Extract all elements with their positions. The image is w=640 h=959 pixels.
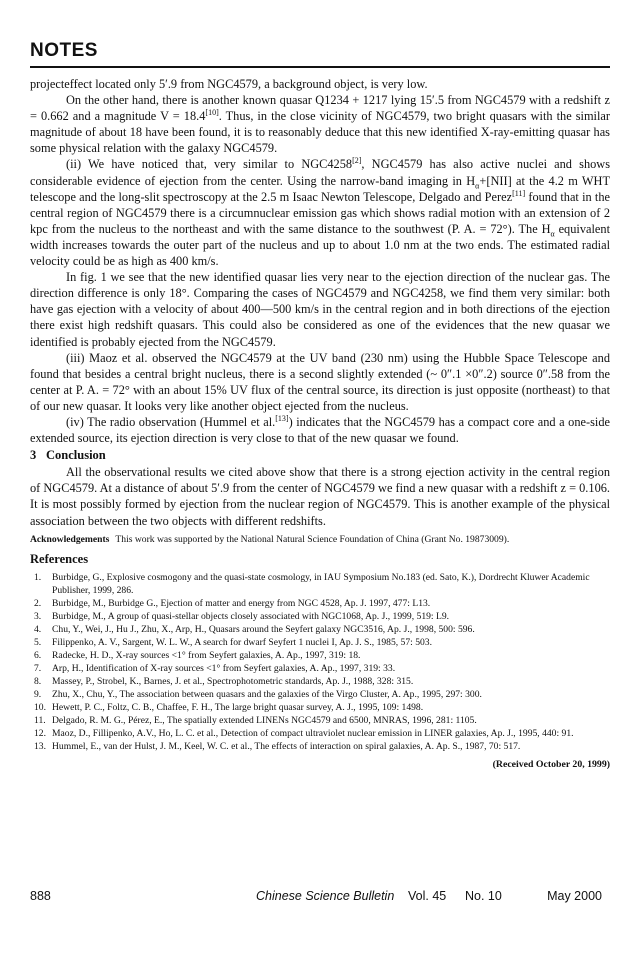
citation: [13] (275, 413, 289, 423)
reference-number: 2. (34, 597, 42, 609)
paragraph (30, 92, 610, 156)
reference-item (30, 610, 610, 623)
reference-number: 13. (34, 740, 46, 752)
reference-item (30, 727, 610, 740)
reference-item (30, 597, 610, 610)
reference-text: Delgado, R. M. G., Pérez, E., The spatially extended LINENs NGC4579 and 6500, MNRAS, 1996, 281: 1105. (52, 714, 477, 726)
text-run: On the other hand, there is another known quasar Q1234 + 1217 lying 15′.5 from NGC4579 with a redshift z = 0.662 and a magnitude V = 18.4 (30, 93, 610, 124)
reference-item (30, 623, 610, 636)
reference-text: Maoz, D., Fillipenko, A.V., Ho, L. C. et al., Detection of compact ultraviolet nuclear emission in LINER galaxies, Ap. J., 1995, 440: 91. (52, 727, 574, 739)
reference-item (30, 675, 610, 688)
section-label: NOTES (30, 40, 98, 61)
paragraph (30, 414, 610, 446)
publication-date: May 2000 (547, 889, 602, 903)
section-title: Conclusion (46, 448, 106, 463)
received-date: (Received October 20, 1999) (492, 758, 610, 770)
page-number: 888 (30, 889, 51, 903)
reference-number: 6. (34, 649, 42, 661)
reference-number: 4. (34, 623, 42, 635)
subscript: α (550, 229, 555, 239)
text-run: found that in the central region of NGC4579 there is a circumnuclear emission gas which shows radial motion with an extension of 2 kpc from the nucleus to the northeast and with the same distance to the southwest (P. A. = 72°). The H (30, 189, 610, 236)
reference-text: Burbidge, G., Explosive cosmogony and the quasi-state cosmology, in IAU Symposium No.183 (ed. Sato, K.), Dordrecht Kluwer Academic Publisher, 1999, 286. (52, 571, 590, 596)
paragraph: In fig. 1 we see that the new identified quasar lies very near to the ejection direction of the nuclear gas. The direction difference is only 18°. Comparing the cases of NGC4579 and NGC4258, we find them very similar: both have gas ejection with a velocity of about 400—500 km/s in the central region and in both directions of the ejection there exist high redshift quasars. This could also be considered as one of the evidences that the new quasar we identified is probably ejected from the NGC4579. (30, 270, 610, 349)
reference-item (30, 662, 610, 675)
reference-text: Radecke, H. D., X-ray sources <1° from Seyfert galaxies, A. Ap., 1997, 319: 18. (52, 649, 361, 661)
acknowledgements-label: Acknowledgements (30, 533, 110, 545)
reference-text: Filippenko, A. V., Sargent, W. L. W., A search for dwarf Seyfert 1 nuclei I, Ap. J. S., 1985, 57: 503. (52, 636, 432, 648)
reference-item (30, 571, 610, 597)
text-run: . Thus, in the close vicinity of NGC4579, two bright quasars with the similar magnitude of about 18 have been found, it is to reasonably deduce that this new identified X-ray-emitting quasar has some physical relation with the galaxy NGC4579. (30, 109, 610, 156)
paragraph (30, 156, 610, 269)
reference-number: 7. (34, 662, 42, 674)
reference-item (30, 688, 610, 701)
paragraph: All the observational results we cited above show that there is a strong ejection activity in the central region of NGC4579. At a distance of about 5′.9 from the center of NGC4579 we find a new quasar with a redshift z = 0.106. It is most possibly formed by ejection from the nuclear region of NGC4579. This is another example of the physical association between the two objects with different redshifts. (30, 465, 610, 528)
reference-text: Burbidge, M., Burbidge G., Ejection of matter and energy from NGC 4528, Ap. J. 1997, 477: L13. (52, 597, 431, 609)
reference-number: 3. (34, 610, 42, 622)
acknowledgements (30, 533, 610, 546)
text-run: equivalent width increases towards the outer part of the nucleus and up to about 1.0 nm at the two ends. The estimated radial velocity could be as high as 400 km/s. (30, 221, 610, 269)
reference-list (30, 571, 610, 753)
reference-number: 10. (34, 701, 46, 713)
paragraph: (iii) Maoz et al. observed the NGC4579 at the UV band (230 nm) using the Hubble Space Telescope and found that besides a central bright nucleus, there is a second slightly extended (~ 0″.1 ×0″.2) source 0″.58 from the center at P. A. = 72° with an about 15% UV flux of the central source, its direction is just opposite (northeast) to that of our new quasar. It looks very like another object ejected from the nucleus. (30, 350, 610, 413)
acknowledgements-text: This work was supported by the National Natural Science Foundation of China (Grant No. 19873009). (115, 533, 510, 545)
reference-number: 11. (34, 714, 46, 726)
text-run: , NGC4579 has also active nuclei and shows considerable evidence of ejection from the center. Using the narrow-band imaging in H (30, 157, 611, 188)
citation: [11] (512, 188, 526, 198)
citation: [10] (205, 108, 219, 118)
header-rule (30, 66, 610, 68)
reference-item (30, 649, 610, 662)
page-header (30, 40, 610, 62)
reference-number: 5. (34, 636, 42, 648)
reference-text: Zhu, X., Chu, Y., The association between quasars and the galaxies of the Virgo Cluster, A. Ap., 1995, 297: 300. (52, 688, 482, 700)
reference-number: 9. (34, 688, 42, 700)
reference-item (30, 701, 610, 714)
text-run: (ii) We have noticed that, very similar to NGC4258 (66, 157, 353, 172)
citation: [2] (352, 156, 362, 166)
reference-number: 8. (34, 675, 42, 687)
text-run: ) indicates that the NGC4579 has a compact core and a one-side extended source, its ejection direction is very close to that of the new quasar we found. (30, 414, 610, 446)
reference-text: Burbidge, M., A group of quasi-stellar objects closely associated with NGC1068, Ap. J., 1999, 519: L9. (52, 610, 450, 622)
reference-number: 1. (34, 571, 42, 583)
text-run: (iv) The radio observation (Hummel et al. (66, 414, 276, 429)
reference-item (30, 636, 610, 649)
reference-number: 12. (34, 727, 46, 739)
references-heading: References (30, 551, 89, 566)
reference-item (30, 740, 610, 753)
reference-text: Hewett, P. C., Foltz, C. B., Chaffee, F. H., The large bright quasar survey, A. J., 1995, 109: 1498. (52, 701, 424, 713)
journal-name: Chinese Science Bulletin (256, 889, 395, 903)
reference-text: Hummel, E., van der Hulst, J. M., Keel, W. C. et al., The effects of interaction on spiral galaxies, A. Ap. S., 1987, 70: 517. (52, 740, 521, 752)
section-number: 3 (30, 448, 37, 463)
reference-text: Chu, Y., Wei, J., Hu J., Zhu, X., Arp, H., Quasars around the Seyfert galaxy NGC3516, Ap. J., 1998, 500: 596. (52, 623, 475, 635)
paragraph: projecteffect located only 5′.9 from NGC4579, a background object, is very low. (30, 77, 428, 91)
section-heading (30, 447, 610, 463)
reference-text: Massey, P., Strobel, K., Barnes, J. et al., Spectrophotometric standards, Ap. J., 1988, 328: 315. (52, 675, 414, 687)
article-body (30, 76, 610, 773)
reference-text: Arp, H., Identification of X-ray sources <1° from Seyfert galaxies, A. Ap., 1997, 319: 33. (52, 662, 396, 674)
issue-number: No. 10 (465, 889, 502, 903)
reference-item (30, 714, 610, 727)
volume: Vol. 45 (408, 889, 447, 903)
subscript: α (475, 181, 480, 191)
text-run: +[NII] at the 4.2 m WHT telescope and the long-slit spectroscopy at the 2.5 m Isaac Newton Telescope, Delgado and Perez (30, 173, 610, 204)
